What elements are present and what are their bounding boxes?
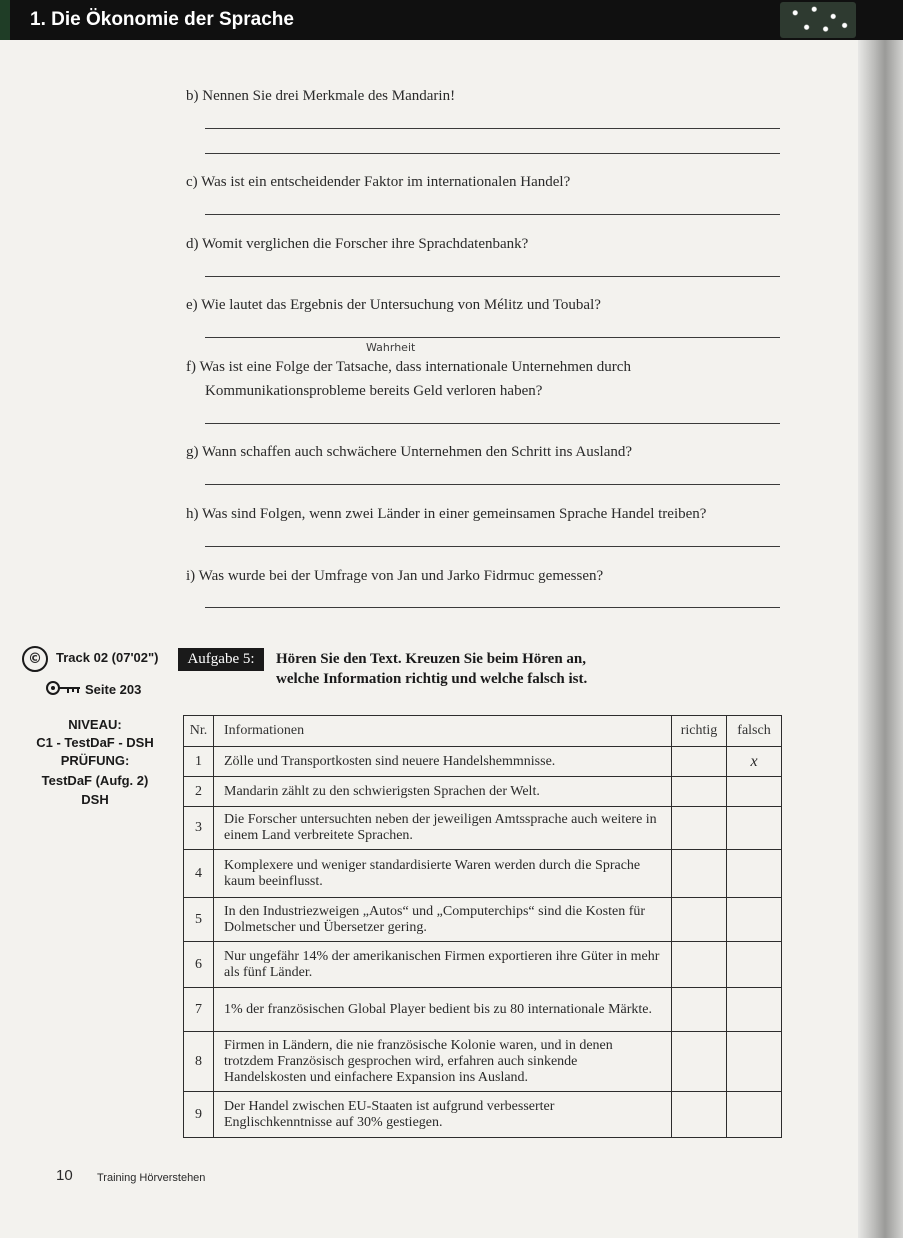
table-row bbox=[184, 898, 782, 942]
book-title: Training Hörverstehen bbox=[97, 1172, 206, 1184]
answer-line[interactable] bbox=[205, 546, 780, 547]
falsch-checkbox[interactable] bbox=[727, 777, 782, 807]
question-c: c) Was ist ein entscheidender Faktor im internationalen Handel? bbox=[186, 174, 571, 190]
answer-line[interactable] bbox=[205, 337, 780, 338]
question-i: i) Was wurde bei der Umfrage von Jan und Jarko Fidrmuc gemessen? bbox=[186, 568, 604, 584]
richtig-checkbox[interactable] bbox=[672, 898, 727, 942]
page-number: 10 bbox=[56, 1167, 73, 1184]
row-statement: Zölle und Transportkosten sind neuere Handelshemmnisse. bbox=[214, 747, 672, 777]
question-g: g) Wann schaffen auch schwächere Unternehmen den Schritt ins Ausland? bbox=[186, 444, 633, 460]
answer-line[interactable] bbox=[205, 423, 780, 424]
row-statement: Mandarin zählt zu den schwierigsten Sprachen der Welt. bbox=[214, 777, 672, 807]
answer-line[interactable] bbox=[205, 153, 780, 154]
track-label: Track 02 (07'02") bbox=[56, 650, 159, 665]
row-statement: Der Handel zwischen EU-Staaten ist aufgrund verbesserter Englischkenntnisse auf 30% gestiegen. bbox=[214, 1092, 672, 1138]
task-instruction-line-2: welche Information richtig und welche falsch ist. bbox=[276, 671, 588, 687]
richtig-checkbox[interactable] bbox=[672, 747, 727, 777]
richtig-checkbox[interactable] bbox=[672, 1032, 727, 1092]
falsch-checkbox[interactable] bbox=[727, 850, 782, 898]
question-b: b) Nennen Sie drei Merkmale des Mandarin! bbox=[186, 88, 456, 104]
question-e: e) Wie lautet das Ergebnis der Untersuchung von Mélitz und Toubal? bbox=[186, 297, 601, 313]
row-statement: Komplexere und weniger standardisierte Waren werden durch die Sprache kaum beeinflusst. bbox=[214, 850, 672, 898]
row-statement: 1% der französischen Global Player bedient bis zu 80 internationale Märkte. bbox=[214, 988, 672, 1032]
richtig-checkbox[interactable] bbox=[672, 988, 727, 1032]
row-number: 7 bbox=[184, 988, 214, 1032]
row-number: 8 bbox=[184, 1032, 214, 1092]
richtig-checkbox[interactable] bbox=[672, 850, 727, 898]
task-instruction-line-1: Hören Sie den Text. Kreuzen Sie beim Hören an, bbox=[276, 651, 587, 667]
falsch-checkbox[interactable] bbox=[727, 988, 782, 1032]
key-icon bbox=[46, 679, 82, 697]
row-number: 1 bbox=[184, 747, 214, 777]
table-row bbox=[184, 850, 782, 898]
table-row bbox=[184, 1032, 782, 1092]
table-row bbox=[184, 942, 782, 988]
richtig-checkbox[interactable] bbox=[672, 777, 727, 807]
falsch-checkbox[interactable]: x bbox=[727, 747, 782, 777]
falsch-checkbox[interactable] bbox=[727, 898, 782, 942]
richtig-checkbox[interactable] bbox=[672, 807, 727, 850]
pruefung-value-2: DSH bbox=[81, 792, 109, 807]
pruefung-value: TestDaF (Aufg. 2) bbox=[41, 773, 149, 788]
row-number: 5 bbox=[184, 898, 214, 942]
falsch-checkbox[interactable] bbox=[727, 807, 782, 850]
row-statement: Firmen in Ländern, die nie französische Kolonie waren, und in denen trotzdem Französisch gesprochen wird, erfahren auch sinkende Handelskosten und einfachere Expansion ins Ausland. bbox=[214, 1032, 672, 1092]
falsch-checkbox[interactable] bbox=[727, 1032, 782, 1092]
row-statement: In den Industriezweigen „Autos“ und „Computerchips“ sind die Kosten für Dolmetscher und Übersetzer gering. bbox=[214, 898, 672, 942]
cd-icon: © bbox=[22, 646, 48, 672]
table-row bbox=[184, 777, 782, 807]
row-number: 2 bbox=[184, 777, 214, 807]
question-h: h) Was sind Folgen, wenn zwei Länder in einer gemeinsamen Sprache Handel treiben? bbox=[186, 506, 707, 522]
row-number: 9 bbox=[184, 1092, 214, 1138]
question-d: d) Womit verglichen die Forscher ihre Sprachdatenbank? bbox=[186, 236, 529, 252]
answer-line[interactable] bbox=[205, 607, 780, 608]
niveau-value: C1 - TestDaF - DSH bbox=[36, 735, 154, 750]
pruefung-label: PRÜFUNG: bbox=[60, 753, 130, 768]
answer-line[interactable] bbox=[205, 276, 780, 277]
header-richtig: richtig bbox=[672, 716, 727, 747]
richtig-checkbox[interactable] bbox=[672, 942, 727, 988]
table-header-row bbox=[184, 716, 782, 747]
header-accent bbox=[0, 0, 10, 40]
row-statement: Nur ungefähr 14% der amerikanischen Firmen exportieren ihre Güter in mehr als fünf Länder. bbox=[214, 942, 672, 988]
table-row bbox=[184, 807, 782, 850]
answer-line[interactable] bbox=[205, 484, 780, 485]
table-row bbox=[184, 1092, 782, 1138]
falsch-checkbox[interactable] bbox=[727, 1092, 782, 1138]
row-number: 4 bbox=[184, 850, 214, 898]
page-edge bbox=[858, 0, 903, 1238]
row-statement: Die Forscher untersuchten neben der jeweiligen Amtssprache auch weitere in einem Land verbreitete Sprachen. bbox=[214, 807, 672, 850]
true-false-table bbox=[183, 715, 782, 1138]
page-reference: Seite 203 bbox=[85, 682, 142, 697]
chapter-title: 1. Die Ökonomie der Sprache bbox=[30, 9, 294, 30]
falsch-checkbox[interactable] bbox=[727, 942, 782, 988]
header-informationen: Informationen bbox=[214, 716, 672, 747]
decorative-logo-icon bbox=[780, 2, 856, 38]
table-row bbox=[184, 747, 782, 777]
answer-line[interactable] bbox=[205, 214, 780, 215]
question-f: f) Was ist eine Folge der Tatsache, dass internationale Unternehmen durch bbox=[186, 359, 631, 375]
answer-line[interactable] bbox=[205, 128, 780, 129]
table-row bbox=[184, 988, 782, 1032]
task-label: Aufgabe 5: bbox=[178, 648, 264, 671]
header-falsch: falsch bbox=[727, 716, 782, 747]
niveau-label: NIVEAU: bbox=[68, 717, 122, 732]
question-f-continued: Kommunikationsprobleme bereits Geld verloren haben? bbox=[205, 383, 543, 399]
row-number: 6 bbox=[184, 942, 214, 988]
handwritten-note: Wahrheit bbox=[366, 341, 416, 354]
header-nr: Nr. bbox=[184, 716, 214, 747]
row-number: 3 bbox=[184, 807, 214, 850]
richtig-checkbox[interactable] bbox=[672, 1092, 727, 1138]
